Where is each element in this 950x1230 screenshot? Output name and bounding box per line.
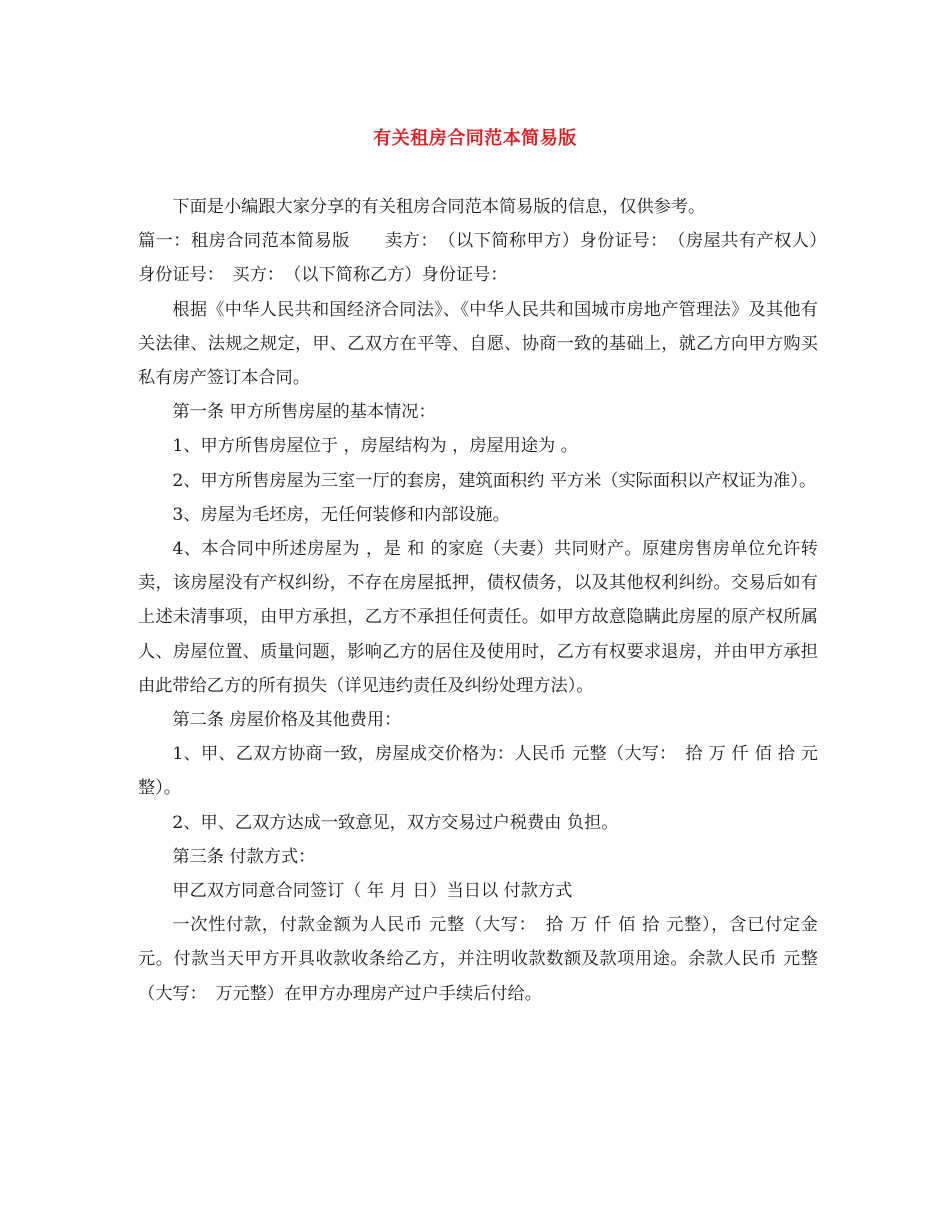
paragraph: 第三条 付款方式： — [172, 846, 316, 867]
paragraph: 一次性付款，付款金额为人民币 元整（大写： 拾 万 仟 佰 拾 元整），含已付定金 元。付款当天甲方开具收款收条给乙方，并注明收款数额及款项用途。余款人民币 元整（大写： 万元整）在甲方办理房产过户手续后付给。 — [138, 915, 818, 1004]
paragraph: 3、房屋为毛坯房，无任何装修和内部设施。 — [172, 504, 510, 525]
paragraph: 根据《中华人民共和国经济合同法》、《中华人民共和国城市房地产管理法》及其他有关法律、法规之规定，甲、乙双方在平等、自愿、协商一致的基础上，就乙方向甲方购买私有房产签订本合同。 — [138, 299, 818, 389]
paragraph: 下面是小编跟大家分享的有关租房合同范本简易版的信息，仅供参考。 — [172, 197, 706, 217]
paragraph: 1、甲、乙双方协商一致，房屋成交价格为：人民币 元整（大写： 拾 万 仟 佰 拾 元整）。 — [138, 744, 818, 799]
document-body — [138, 190, 836, 1011]
paragraph: 1、甲方所售房屋位于 ，房屋结构为 ，房屋用途为 。 — [172, 436, 578, 457]
paragraph: 第二条 房屋价格及其他费用： — [172, 710, 402, 731]
paragraph: 第一条 甲方所售房屋的基本情况： — [172, 402, 436, 423]
document-title: 有关租房合同范本简易版 — [373, 128, 577, 149]
paragraph: 2、甲、乙双方达成一致意见，双方交易过户税费由 负担。 — [172, 812, 619, 833]
paragraph: 4、本合同中所述房屋为 ，是 和 的家庭（夫妻）共同财产。原建房售房单位允许转卖，该房屋没有产权纠纷，不存在房屋抵押，债权债务，以及其他权利纠纷。交易后如有上述未清事项，由甲方承担，乙方不承担任何责任。如甲方故意隐瞒此房屋的原产权所属人、房屋位置、质量问题，影响乙方的居住及使用时，乙方有权要求退房，并由甲方承担由此带给乙方的所有损失（详见违约责任及纠纷处理方法）。 — [138, 539, 818, 696]
paragraph: 2、甲方所售房屋为三室一厅的套房，建筑面积约 平方米（实际面积以产权证为准）。 — [172, 470, 817, 491]
paragraph: 篇一：租房合同范本简易版 卖方： （以下简称甲方）身份证号： （房屋共有产权人） 身份证号： 买方： （以下简称乙方）身份证号： — [138, 231, 836, 286]
paragraph: 甲乙双方同意合同签订（ 年 月 日）当日以 付款方式 — [172, 881, 573, 902]
